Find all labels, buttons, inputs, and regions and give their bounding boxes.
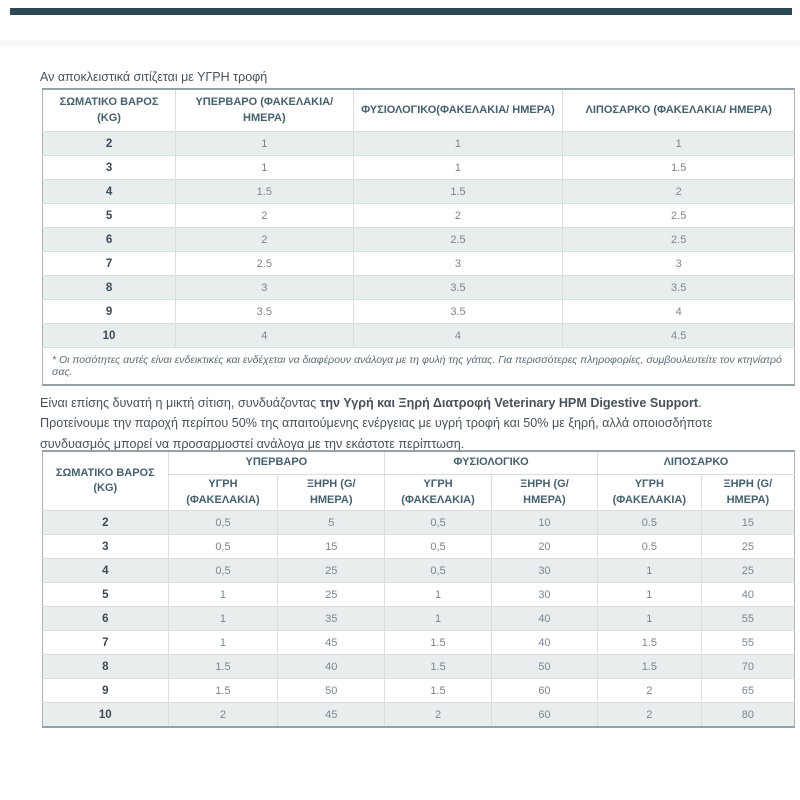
value-cell: 1 [168,583,278,607]
value-cell: 2 [385,703,492,728]
value-cell: 1.5 [385,655,492,679]
mixed-feeding-paragraph [40,393,768,455]
weight-cell: 4 [43,559,169,583]
value-cell: 2.5 [353,228,563,252]
group-header-normal: ΦΥΣΙΟΛΟΓΙΚΟ [385,451,598,475]
value-cell: 20 [491,535,597,559]
value-cell: 1.5 [597,655,701,679]
weight-cell: 9 [43,679,169,703]
value-cell: 1.5 [176,180,353,204]
value-cell: 0.5 [597,535,701,559]
table-row [43,511,795,535]
value-cell: 60 [491,679,597,703]
value-cell: 80 [701,703,794,728]
table-row [43,132,795,156]
value-cell: 50 [278,679,385,703]
value-cell: 40 [491,607,597,631]
table-row [43,324,795,348]
value-cell: 45 [278,631,385,655]
value-cell: 55 [701,631,794,655]
value-cell: 1 [597,559,701,583]
value-cell: 4.5 [563,324,795,348]
weight-cell: 9 [43,300,176,324]
col-header-weight: ΣΩΜΑΤΙΚΟ ΒΑΡΟΣ (KG) [43,451,169,511]
weight-cell: 7 [43,631,169,655]
table-row [43,300,795,324]
value-cell: 4 [563,300,795,324]
value-cell: 1.5 [563,156,795,180]
weight-cell: 2 [43,132,176,156]
value-cell: 3.5 [563,276,795,300]
value-cell: 30 [491,583,597,607]
table-row [43,559,795,583]
sub-header-wet: ΥΓΡΗ (ΦΑΚΕΛΑΚΙΑ) [168,475,278,511]
weight-cell: 7 [43,252,176,276]
value-cell: 1 [353,156,563,180]
value-cell: 70 [701,655,794,679]
value-cell: 3 [353,252,563,276]
value-cell: 25 [278,583,385,607]
value-cell: 3.5 [176,300,353,324]
table-row [43,703,795,728]
value-cell: 5 [278,511,385,535]
value-cell: 40 [278,655,385,679]
value-cell: 1.5 [168,655,278,679]
weight-cell: 5 [43,583,169,607]
value-cell: 2 [563,180,795,204]
value-cell: 2.5 [563,228,795,252]
value-cell: 1.5 [385,679,492,703]
table-row [43,631,795,655]
value-cell: 1 [597,583,701,607]
mixed-feeding-table [42,450,795,728]
value-cell: 50 [491,655,597,679]
value-cell: 1 [597,607,701,631]
mixed-table-body [43,511,795,728]
weight-cell: 8 [43,276,176,300]
wet-table-body [43,132,795,348]
col-header-overweight: ΥΠΕΡΒΑΡΟ (ΦΑΚΕΛΑΚΙΑ/ ΗΜΕΡΑ) [176,89,353,132]
value-cell: 1 [563,132,795,156]
value-cell: 1 [353,132,563,156]
weight-cell: 2 [43,511,169,535]
value-cell: 0,5 [168,559,278,583]
value-cell: 3 [176,276,353,300]
table-row [43,228,795,252]
weight-cell: 3 [43,535,169,559]
weight-cell: 3 [43,156,176,180]
table-row [43,180,795,204]
value-cell: 1 [176,132,353,156]
weight-cell: 4 [43,180,176,204]
sub-header-dry: ΞΗΡΗ (G/ ΗΜΕΡΑ) [701,475,794,511]
section-divider [0,40,800,46]
value-cell: 25 [278,559,385,583]
sub-header-wet: ΥΓΡΗ (ΦΑΚΕΛΑΚΙΑ) [597,475,701,511]
value-cell: 0,5 [168,535,278,559]
value-cell: 15 [701,511,794,535]
value-cell: 30 [491,559,597,583]
col-header-weight: ΣΩΜΑΤΙΚΟ ΒΑΡΟΣ (KG) [43,89,176,132]
mixed-table-header [43,451,795,511]
value-cell: 35 [278,607,385,631]
value-cell: 1 [176,156,353,180]
table-row [43,583,795,607]
value-cell: 4 [353,324,563,348]
value-cell: 25 [701,559,794,583]
value-cell: 1.5 [385,631,492,655]
weight-cell: 6 [43,228,176,252]
wet-feeding-intro-text: Αν αποκλειστικά σιτίζεται με ΥΓΡΗ τροφή [40,69,268,84]
sub-header-dry: ΞΗΡΗ (G/ ΗΜΕΡΑ) [491,475,597,511]
weight-cell: 8 [43,655,169,679]
value-cell: 1 [168,607,278,631]
value-cell: 0.5 [597,511,701,535]
table-row [43,252,795,276]
weight-cell: 6 [43,607,169,631]
value-cell: 1 [385,583,492,607]
group-header-lean: ΛΙΠΟΣΑΡΚΟ [597,451,794,475]
table-row [43,535,795,559]
value-cell: 2 [597,679,701,703]
col-header-normal: ΦΥΣΙΟΛΟΓΙΚΟ(ΦΑΚΕΛΑΚΙΑ/ ΗΜΕΡΑ) [353,89,563,132]
value-cell: 0,5 [385,559,492,583]
value-cell: 55 [701,607,794,631]
weight-cell: 10 [43,324,176,348]
weight-cell: 5 [43,204,176,228]
value-cell: 2 [353,204,563,228]
value-cell: 3.5 [353,300,563,324]
footnote-text: * Οι ποσότητες αυτές είναι ενδεικτικές και ενδέχεται να διαφέρουν ανάλογα με τη φυλή της γάτας. Για περισσότερες πληροφορίες, συμβουλευτείτε τον κτηνίατρό σας. [43,348,795,386]
value-cell: 1.5 [168,679,278,703]
table-row [43,655,795,679]
value-cell: 40 [491,631,597,655]
paragraph-text-start: Είναι επίσης δυνατή η μικτή σίτιση, συνδυάζοντας [40,395,320,410]
value-cell: 3.5 [353,276,563,300]
value-cell: 60 [491,703,597,728]
table-row [43,156,795,180]
top-accent-bar [10,8,792,15]
value-cell: 0,5 [385,535,492,559]
value-cell: 4 [176,324,353,348]
value-cell: 65 [701,679,794,703]
paragraph-text-end: . Προτείνουμε την παροχή περίπου 50% της απαιτούμενης ενέργειας με υγρή τροφή και 50% με ξηρή, αλλά οποιοσδήποτε συνδυασμός μπορεί να προσαρμοστεί ανάλογα με την εκάστοτε περίπτωση. [40,395,713,451]
value-cell: 2.5 [563,204,795,228]
value-cell: 2 [176,228,353,252]
value-cell: 2 [176,204,353,228]
group-header-overweight: ΥΠΕΡΒΑΡΟ [168,451,385,475]
wet-table-header [43,89,795,132]
table-row [43,607,795,631]
value-cell: 10 [491,511,597,535]
value-cell: 1.5 [353,180,563,204]
header-row [43,89,795,132]
value-cell: 2 [597,703,701,728]
wet-feeding-table [42,88,795,386]
value-cell: 15 [278,535,385,559]
footnote-row [43,348,795,386]
paragraph-text-bold: την Υγρή και Ξηρή Διατροφή Veterinary HPM Digestive Support [319,395,699,410]
value-cell: 40 [701,583,794,607]
value-cell: 25 [701,535,794,559]
col-header-lean: ΛΙΠΟΣΑΡΚΟ (ΦΑΚΕΛΑΚΙΑ/ ΗΜΕΡΑ) [563,89,795,132]
value-cell: 2 [168,703,278,728]
weight-cell: 10 [43,703,169,728]
value-cell: 3 [563,252,795,276]
table-row [43,679,795,703]
table-row [43,204,795,228]
value-cell: 1 [168,631,278,655]
value-cell: 2.5 [176,252,353,276]
sub-header-wet: ΥΓΡΗ (ΦΑΚΕΛΑΚΙΑ) [385,475,492,511]
table-row [43,276,795,300]
value-cell: 45 [278,703,385,728]
value-cell: 1.5 [597,631,701,655]
wet-table-footnote-row [43,348,795,386]
group-header-row [43,451,795,475]
value-cell: 0,5 [385,511,492,535]
value-cell: 0,5 [168,511,278,535]
value-cell: 1 [385,607,492,631]
sub-header-dry: ΞΗΡΗ (G/ ΗΜΕΡΑ) [278,475,385,511]
